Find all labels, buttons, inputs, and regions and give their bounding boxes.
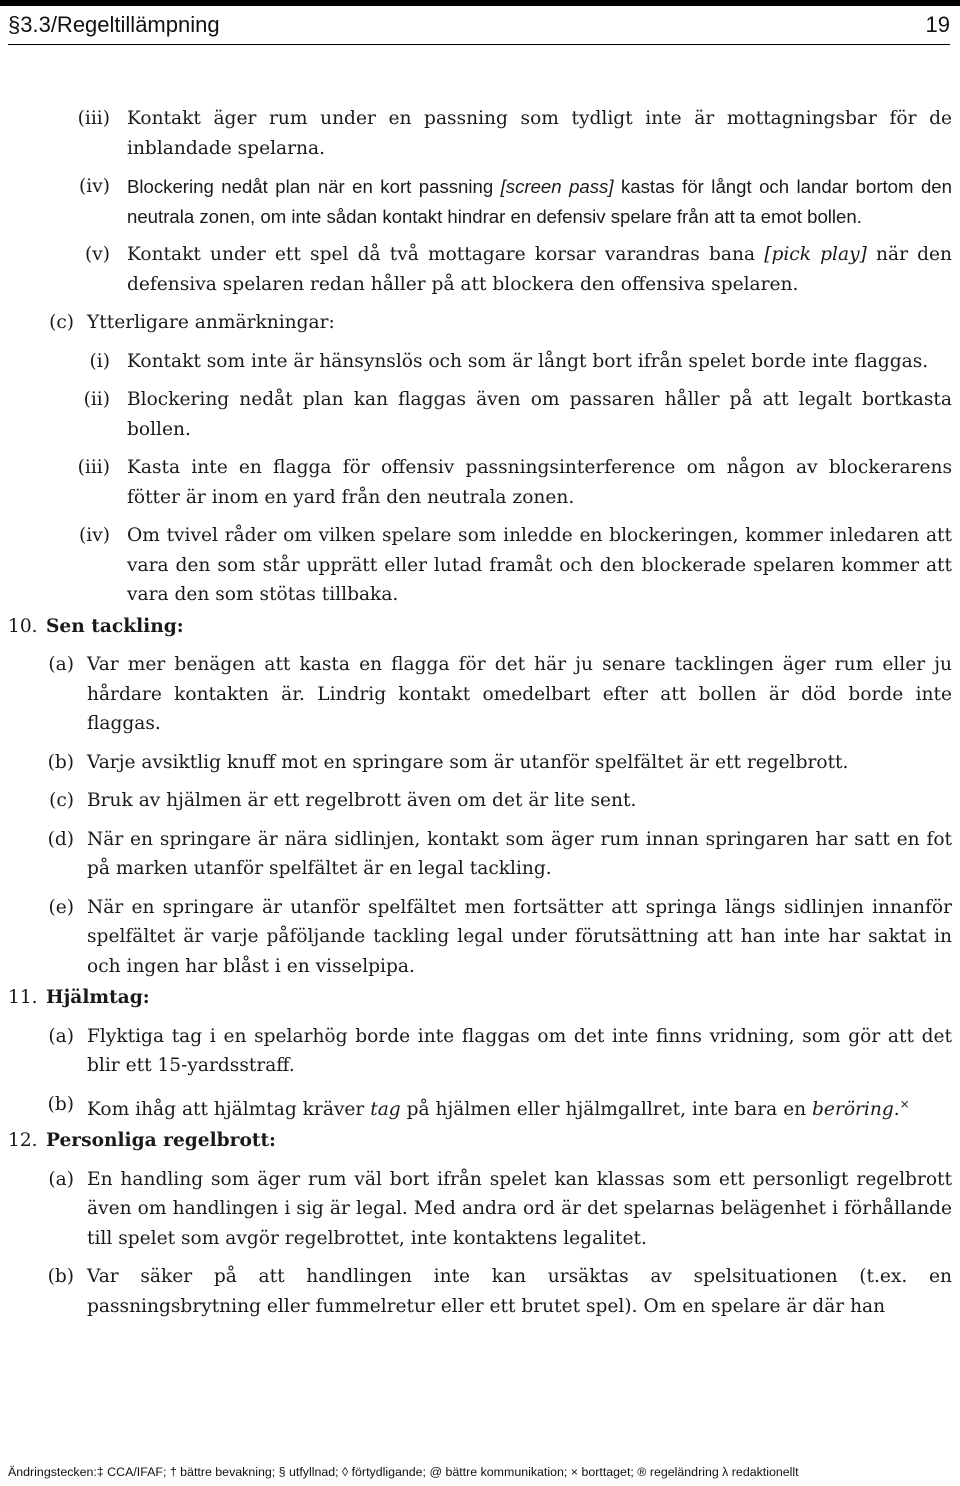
item-text: Var säker på att handlingen inte kan ursäktas av spelsituationen (t.ex. en passningsbrytning eller fummelretur eller ett brutet spel). Om en spelare är där han xyxy=(87,1266,952,1317)
list-item xyxy=(0,748,960,778)
item-label: (a) xyxy=(48,654,74,675)
list-item xyxy=(0,521,960,610)
item-text: Var mer benägen att kasta en flagga för det här ju senare tacklingen äger rum eller ju hårdare kontakten är. Lindrig kontakt omedelbart efter att bollen är död borde inte flaggas. xyxy=(87,654,952,734)
item-text: Kasta inte en flagga för offensiv passningsinterference om någon av blockerarens fötter är inom en yard från den neutrala zonen. xyxy=(127,457,952,508)
page-number: 19 xyxy=(925,12,950,37)
item-text: När en springare är nära sidlinjen, kontakt som äger rum innan springaren har satt en fot på marken utanför spelfältet är en legal tackling. xyxy=(87,828,952,879)
section-title: Personliga regelbrott: xyxy=(46,1130,276,1152)
top-border xyxy=(0,0,960,6)
list-item xyxy=(0,1165,960,1254)
item-text: Kontakt äger rum under en passning som tydligt inte är mottagningsbar för de inblandade spelarna. xyxy=(127,108,952,159)
item-label: (ii) xyxy=(83,389,110,410)
text-run: på hjälmen eller hjälmgallret, inte bara en xyxy=(400,1098,813,1120)
emphasis-term: [screen pass] xyxy=(500,176,614,197)
list-item xyxy=(0,893,960,982)
document-body xyxy=(0,104,960,1330)
section-number: 11. xyxy=(8,987,38,1008)
item-label: (c) xyxy=(49,790,74,811)
section-title: §3.3/Regeltillämpning xyxy=(8,12,220,37)
text-run: Kontakt under ett spel då två mottagare korsar varandras bana xyxy=(127,244,765,265)
item-text: Om tvivel råder om vilken spelare som inledde en blockeringen, kommer inledaren att vara den som står upprätt eller lutad framåt och den blockerade spelaren kommer att vara den som stötas tillbaka. xyxy=(127,525,952,605)
section-title: Sen tackling: xyxy=(46,615,184,637)
list-item xyxy=(0,825,960,884)
item-label: (iv) xyxy=(79,176,110,197)
item-text xyxy=(127,172,952,231)
item-label: (b) xyxy=(47,751,74,773)
item-label: (a) xyxy=(48,1025,74,1047)
text-run: när den defensiva spelaren redan håller på att blockera den offensiva spelaren. xyxy=(127,244,952,295)
item-text: Ytterligare anmärkningar: xyxy=(87,312,335,333)
change-legend-footer: Ändringstecken:‡ CCA/IFAF; † bättre bevakning; § utfyllnad; ◊ förtydligande; @ bättre kommunikation; × borttaget; ® regeländring λ redaktionellt xyxy=(8,1465,799,1479)
text-run: Blockering nedåt plan när en kort passning xyxy=(127,176,501,197)
item-text: Kontakt som inte är hänsynslös och som är långt bort ifrån spelet borde inte flaggas. xyxy=(127,350,929,372)
item-label: (b) xyxy=(47,1093,74,1115)
section-title: Hjälmtag: xyxy=(46,987,150,1008)
item-text: Blockering nedåt plan kan flaggas även om passaren håller på att legalt bortkasta bollen. xyxy=(127,389,952,440)
text-run: Kom ihåg att hjälmtag kräver xyxy=(87,1098,371,1120)
list-item xyxy=(0,347,960,377)
change-mark: × xyxy=(899,1096,910,1111)
list-item xyxy=(0,1090,960,1125)
item-label: (i) xyxy=(89,350,110,372)
item-text: Bruk av hjälmen är ett regelbrott även om det är lite sent. xyxy=(87,790,637,811)
list-item xyxy=(0,385,960,444)
item-text xyxy=(87,1090,952,1125)
item-label: (iii) xyxy=(77,108,110,129)
item-label: (iv) xyxy=(79,525,110,546)
emphasis-term: [pick play] xyxy=(764,244,867,265)
item-text xyxy=(127,240,952,299)
emphasis-term: tag xyxy=(370,1098,401,1120)
list-item xyxy=(0,240,960,299)
list-item xyxy=(0,104,960,163)
list-item xyxy=(0,172,960,231)
section-heading xyxy=(0,983,960,1013)
item-text: När en springare är utanför spelfältet men fortsätter att springa längs sidlinjen innanför spelfältet är varje påföljande tackling legal under förutsättning att han inte har saktat in och ingen har blåst i en visselpipa. xyxy=(87,896,952,977)
section-number: 12. xyxy=(8,1130,38,1152)
header-rule xyxy=(8,44,950,45)
emphasis-term: beröring. xyxy=(812,1098,900,1120)
item-label: (v) xyxy=(84,244,110,265)
list-item xyxy=(0,453,960,512)
item-text: En handling som äger rum väl bort ifrån spelet kan klassas som ett personligt regelbrott även om handlingen i sig är legal. Med andra ord är det spelarnas belägenhet i förhållande till spelet som avgör regelbrottet, inte kontaktens legalitet. xyxy=(87,1168,952,1249)
page-header xyxy=(8,10,950,40)
item-label: (a) xyxy=(48,1168,74,1190)
item-text: Varje avsiktlig knuff mot en springare som är utanför spelfältet är ett regelbrott. xyxy=(87,751,849,773)
list-item xyxy=(0,786,960,816)
item-label: (e) xyxy=(48,896,74,918)
text-run: kastas för långt och landar bortom den neutrala zonen, om inte sådan kontakt hindrar en defensiv spelare från att ta emot bollen. xyxy=(127,176,952,227)
item-label: (d) xyxy=(47,828,74,850)
section-heading xyxy=(0,1126,960,1156)
section-heading xyxy=(0,612,960,642)
list-item xyxy=(0,650,960,739)
section-number: 10. xyxy=(8,615,38,637)
list-item xyxy=(0,1022,960,1081)
item-text: Flyktiga tag i en spelarhög borde inte flaggas om det inte finns vridning, som gör att det blir ett 15-yardsstraff. xyxy=(87,1025,952,1076)
list-item xyxy=(0,1262,960,1321)
item-label: (b) xyxy=(47,1266,74,1288)
item-label: (iii) xyxy=(77,457,110,478)
list-item xyxy=(0,308,960,338)
item-label: (c) xyxy=(49,312,74,333)
